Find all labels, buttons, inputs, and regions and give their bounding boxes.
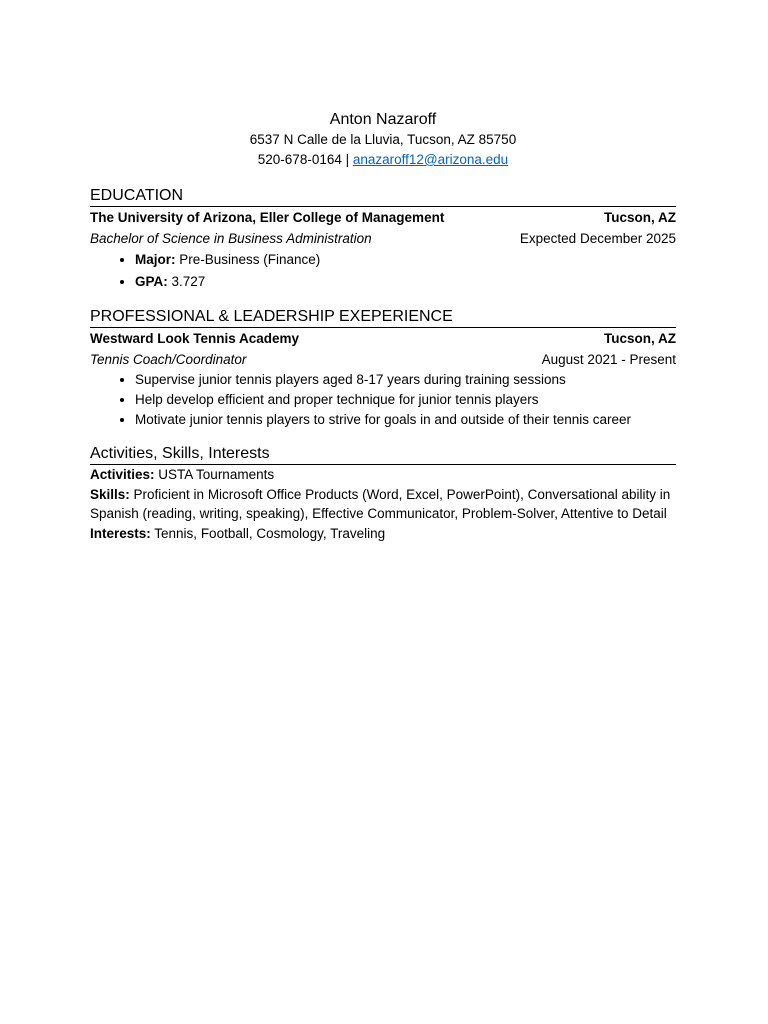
- education-heading: EDUCATION: [90, 186, 676, 207]
- gpa-label: GPA:: [135, 274, 168, 289]
- school-location: Tucson, AZ: [604, 210, 676, 225]
- experience-heading: PROFESSIONAL & LEADERSHIP EXEPERIENCE: [90, 307, 676, 328]
- education-degree-row: [90, 228, 676, 249]
- phone: 520-678-0164: [257, 152, 342, 167]
- role-date: August 2021 - Present: [541, 352, 676, 367]
- list-item: • Supervise junior tennis players aged 8-17 years during training sessions: [135, 370, 676, 390]
- activities-heading: Activities, Skills, Interests: [90, 444, 676, 465]
- list-item: • Help develop efficient and proper technique for junior tennis players: [135, 390, 676, 410]
- degree: Bachelor of Science in Business Administration: [90, 231, 372, 246]
- address: 6537 N Calle de la Lluvia, Tucson, AZ 85750: [249, 132, 517, 147]
- education-school-row: [90, 207, 676, 228]
- separator: |: [341, 152, 353, 167]
- interests-label: Interests:: [90, 525, 151, 541]
- experience-role-row: [90, 349, 676, 370]
- education-bullets: [90, 249, 676, 293]
- activities-value: USTA Tournaments: [154, 467, 275, 482]
- gpa-value: 3.727: [167, 274, 206, 289]
- experience-org-row: [90, 328, 676, 349]
- contact-line: [90, 150, 676, 170]
- major-label: Major:: [135, 252, 176, 267]
- school-name: The University of Arizona, Eller College of Management: [90, 210, 445, 225]
- email-link[interactable]: anazaroff12@arizona.edu: [352, 152, 509, 167]
- skills-value: Proficient in Microsoft Office Products (Word, Excel, PowerPoint), Conversational ability in Spanish (reading, writing, speaking), Effective Communicator, Problem-Solver, Attentive to Detail: [90, 486, 671, 521]
- list-item: [135, 249, 676, 271]
- organization-location: Tucson, AZ: [604, 331, 676, 346]
- experience-bullets: [90, 370, 676, 430]
- resume-content: [90, 110, 676, 543]
- list-item: • Motivate junior tennis players to strive for goals in and outside of their tennis career: [135, 410, 676, 430]
- graduation-date: Expected December 2025: [519, 231, 676, 246]
- skills-line: [90, 485, 676, 524]
- interests-value: Tennis, Football, Cosmology, Traveling: [150, 525, 386, 541]
- major-value: Pre-Business (Finance): [175, 252, 321, 267]
- skills-label: Skills:: [90, 486, 130, 502]
- interests-line: [90, 524, 676, 544]
- role-title: Tennis Coach/Coordinator: [90, 352, 247, 367]
- list-item: [135, 271, 676, 293]
- candidate-name: Anton Nazaroff: [329, 111, 437, 128]
- activities-label: Activities:: [90, 467, 155, 482]
- organization-name: Westward Look Tennis Academy: [90, 331, 300, 346]
- activities-line: [90, 465, 676, 485]
